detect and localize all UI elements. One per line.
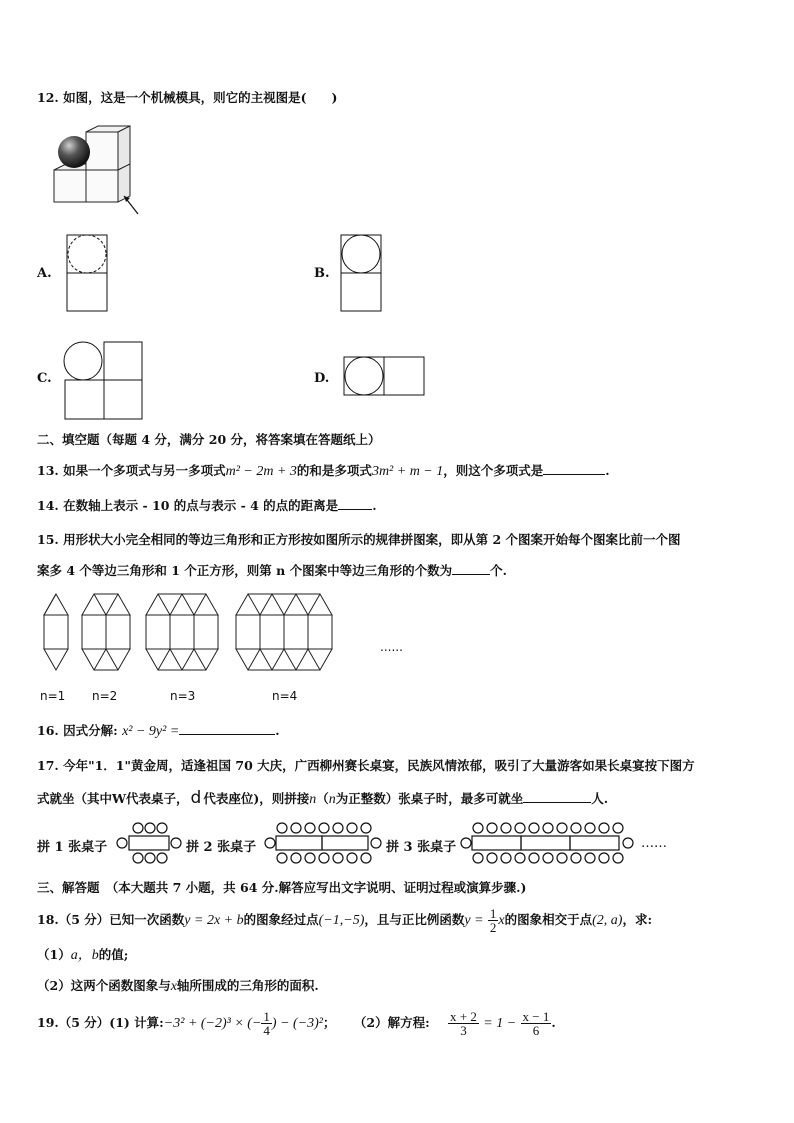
q16-answer-blank bbox=[179, 722, 275, 735]
label-n4: n=4 bbox=[272, 689, 298, 703]
q18-sub2: （2）这两个函数图象与x轴所围成的三角形的面积. bbox=[37, 978, 319, 994]
option-b-figure bbox=[340, 234, 384, 314]
q15-answer-blank bbox=[452, 562, 490, 575]
option-a-label: A. bbox=[37, 266, 52, 281]
section3-header: 三、解答题 （本大题共 7 小题，共 64 分.解答应写出文字说明、证明过程或演算步骤.) bbox=[37, 880, 527, 895]
option-d-label: D. bbox=[314, 371, 330, 386]
pattern-n4 bbox=[236, 594, 332, 670]
label-n1: n=1 bbox=[40, 689, 66, 703]
option-b-label: B. bbox=[314, 266, 330, 281]
pattern-n1 bbox=[44, 594, 68, 670]
mold-figure bbox=[46, 124, 146, 220]
q17-answer-blank bbox=[523, 790, 591, 803]
label-n2: n=2 bbox=[92, 689, 118, 703]
q13-text: 13. 如果一个多项式与另一多项式m² − 2m + 3的和是多项式3m² + m − 1，则这个多项式是 . bbox=[37, 463, 610, 479]
q17-line1: 17. 今年"1．1"黄金周，适逢祖国 70 大庆，广西柳州赛长桌宴，民族风情浓郁，吸引了大量游客如果长桌宴按下图方 bbox=[37, 758, 695, 773]
table-figure-3 bbox=[460, 822, 634, 864]
q15-dots: ...... bbox=[380, 640, 403, 654]
sphere-icon bbox=[58, 136, 90, 168]
q18-sub1: （1）a，b的值; bbox=[37, 947, 129, 963]
q17-line2: 式就坐（其中W代表桌子， d 代表座位)，则拼接n（n为正整数）张桌子时，最多可就坐 人. bbox=[37, 788, 609, 808]
option-c-figure bbox=[62, 341, 144, 421]
q12-text: 12. 如图，这是一个机械模具，则它的主视图是( ) bbox=[37, 90, 338, 105]
q15-line2: 案多 4 个等边三角形和 1 个正方形，则第 n 个图案中等边三角形的个数为 个. bbox=[37, 563, 507, 578]
table-label-2: 拼 2 张桌子 bbox=[186, 840, 257, 855]
table-figure-1 bbox=[112, 822, 186, 864]
label-n3: n=3 bbox=[170, 689, 196, 703]
q16-text: 16. 因式分解: x² − 9y² = . bbox=[37, 723, 280, 739]
table-label-3: 拼 3 张桌子 bbox=[386, 840, 457, 855]
q17-dots: …… bbox=[641, 836, 667, 851]
option-d-figure bbox=[343, 356, 427, 398]
option-a-figure bbox=[66, 234, 110, 314]
q15-pattern-figure bbox=[40, 590, 380, 676]
q14-answer-blank bbox=[338, 497, 372, 510]
table-figure-2 bbox=[264, 822, 382, 864]
q18-text: 18.（5 分）已知一次函数y = 2x + b的图象经过点(−1,−5)，且与正比例函数y = $\frac{1}{2}$ x的图象相交于点(2, a)，求: bbox=[37, 906, 653, 935]
table-label-1: 拼 1 张桌子 bbox=[37, 840, 108, 855]
q19-text: 19.（5 分）(1) 计算:−3² + (−2)³ × (− $\frac{1}{4}$ ) − (−3)²； （2）解方程: $\frac{x + 2}{3}$ = 1 − $\frac{x - 1}{6}$ . bbox=[37, 1009, 556, 1038]
q15-line1: 15. 用形状大小完全相同的等边三角形和正方形按如图所示的规律拼图案，即从第 2 个图案开始每个图案比前一个图 bbox=[37, 532, 681, 547]
section2-header: 二、填空题（每题 4 分，满分 20 分，将答案填在答题纸上） bbox=[37, 432, 381, 447]
pattern-n2 bbox=[82, 594, 130, 670]
option-c-label: C. bbox=[37, 371, 52, 386]
pattern-n3 bbox=[146, 594, 218, 670]
q13-answer-blank bbox=[543, 462, 605, 475]
q14-text: 14. 在数轴上表示 - 10 的点与表示 - 4 的点的距离是 . bbox=[37, 498, 377, 513]
